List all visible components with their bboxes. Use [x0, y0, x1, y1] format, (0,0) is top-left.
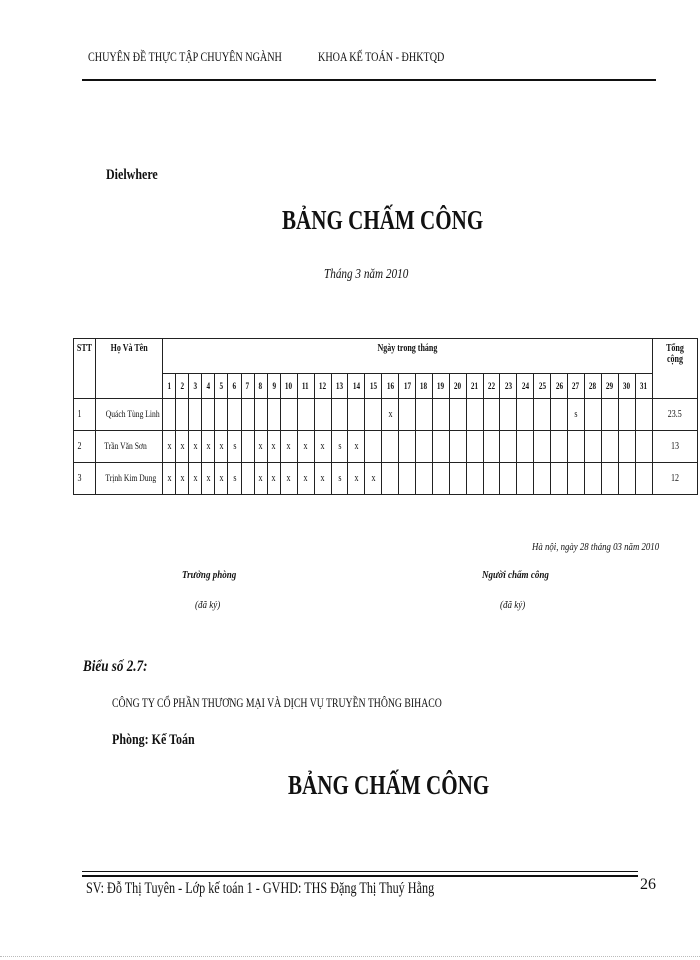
attendance-mark: [189, 463, 202, 495]
attendance-mark: [267, 399, 280, 431]
attendance-mark: [228, 399, 241, 431]
header-name-text: Họ Và Tên: [110, 343, 148, 354]
day-number-text: 25: [538, 381, 546, 391]
employee-stt-text: 1: [77, 409, 82, 420]
attendance-mark: [228, 463, 241, 495]
attendance-mark-text: s: [574, 409, 578, 420]
employee-name: [96, 399, 163, 431]
attendance-mark-text: x: [388, 409, 393, 420]
employee-total: [652, 463, 697, 495]
attendance-mark: [449, 431, 466, 463]
attendance-mark: [466, 431, 483, 463]
page-number: 26: [640, 876, 656, 893]
attendance-mark: [382, 399, 399, 431]
attendance-mark: [163, 463, 176, 495]
attendance-mark: [567, 399, 584, 431]
attendance-mark-text: x: [271, 441, 276, 452]
day-number: [202, 374, 215, 399]
attendance-mark-text: x: [167, 473, 172, 484]
attendance-mark-text: s: [337, 473, 342, 484]
attendance-mark: [618, 431, 635, 463]
day-number: [297, 374, 314, 399]
second-title: BẢNG CHẤM CÔNG: [288, 770, 490, 800]
header-name: [96, 339, 163, 399]
day-number: [618, 374, 635, 399]
day-number-text: 13: [335, 381, 344, 391]
attendance-mark-text: x: [219, 473, 224, 484]
day-number: [280, 374, 297, 399]
attendance-mark: [466, 463, 483, 495]
company-name: Dielwhere: [106, 167, 158, 183]
day-number-text: 5: [219, 381, 224, 391]
employee-name-text: Quách Tùng Linh: [105, 409, 160, 420]
day-number: [500, 374, 517, 399]
head-of-department-signed-note: (đã ký): [195, 599, 221, 611]
attendance-mark: [618, 463, 635, 495]
attendance-mark: [241, 463, 254, 495]
day-number-text: 31: [640, 381, 648, 391]
attendance-mark: [483, 399, 500, 431]
employee-name-text: Trần Văn Sơn: [104, 441, 147, 452]
form-label: Biểu số 2.7:: [83, 658, 148, 675]
attendance-mark-text: x: [258, 441, 263, 452]
attendance-mark: [331, 399, 348, 431]
attendance-mark: [280, 399, 297, 431]
attendance-mark: [601, 463, 618, 495]
employee-stt: [74, 399, 96, 431]
attendance-mark: [254, 463, 267, 495]
day-number: [228, 374, 241, 399]
employee-total-text: 23.5: [667, 409, 682, 420]
footer-divider-thin: [82, 871, 638, 872]
day-number-text: 15: [369, 381, 377, 391]
day-number-text: 3: [193, 381, 198, 391]
attendance-mark: [449, 463, 466, 495]
attendance-mark: [517, 399, 534, 431]
attendance-mark-text: x: [258, 473, 263, 484]
attendance-mark: [348, 431, 365, 463]
attendance-mark: [348, 463, 365, 495]
attendance-mark: [215, 431, 228, 463]
attendance-mark: [331, 431, 348, 463]
day-number: [365, 374, 382, 399]
attendance-mark: [483, 463, 500, 495]
attendance-table: [73, 338, 698, 495]
day-number: [314, 374, 331, 399]
attendance-mark: [267, 463, 280, 495]
day-number-text: 4: [206, 381, 211, 391]
day-number: [163, 374, 176, 399]
attendance-mark: [567, 463, 584, 495]
attendance-mark-text: x: [303, 473, 308, 484]
header-divider: [82, 79, 656, 81]
attendance-mark-text: x: [167, 441, 172, 452]
attendance-mark-text: x: [219, 441, 224, 452]
attendance-mark: [241, 431, 254, 463]
day-number-text: 23: [504, 381, 512, 391]
day-number: [584, 374, 601, 399]
attendance-mark: [399, 399, 416, 431]
employee-stt-text: 2: [77, 441, 82, 452]
attendance-mark: [314, 399, 331, 431]
attendance-mark: [500, 431, 517, 463]
day-number-text: 29: [606, 381, 614, 391]
timekeeper-title: Người chấm công: [482, 569, 549, 581]
attendance-mark-text: x: [271, 473, 276, 484]
attendance-mark: [601, 431, 618, 463]
day-number-text: 21: [470, 381, 479, 391]
attendance-mark-text: x: [193, 441, 198, 452]
attendance-mark-text: x: [180, 441, 185, 452]
attendance-mark: [382, 463, 399, 495]
attendance-mark: [415, 399, 432, 431]
attendance-mark: [202, 463, 215, 495]
attendance-mark: [254, 399, 267, 431]
day-number: [635, 374, 652, 399]
page-bottom-dotted-line: [0, 956, 700, 957]
day-number: [215, 374, 228, 399]
day-number-text: 8: [258, 381, 263, 391]
day-number-text: 20: [454, 381, 462, 391]
attendance-mark: [534, 431, 551, 463]
day-number: [449, 374, 466, 399]
header-stt: [74, 339, 96, 399]
attendance-mark: [365, 431, 382, 463]
attendance-mark: [551, 399, 568, 431]
day-number-text: 12: [318, 381, 327, 391]
attendance-mark-text: x: [180, 473, 185, 484]
attendance-mark: [399, 463, 416, 495]
employee-stt: [74, 463, 96, 495]
timekeeper-signed-note: (đã ký): [500, 599, 526, 611]
table-row: [74, 431, 698, 463]
month-subtitle: Tháng 3 năm 2010: [324, 267, 409, 282]
day-number: [382, 374, 399, 399]
day-number: [601, 374, 618, 399]
page-title: BẢNG CHẤM CÔNG: [282, 205, 484, 235]
day-number: [483, 374, 500, 399]
attendance-mark: [202, 431, 215, 463]
attendance-mark-text: x: [354, 473, 359, 484]
attendance-mark: [466, 399, 483, 431]
attendance-mark: [348, 399, 365, 431]
day-number: [432, 374, 449, 399]
header-left-text: CHUYÊN ĐỀ THỰC TẬP CHUYÊN NGÀNH: [88, 49, 282, 64]
attendance-mark: [432, 399, 449, 431]
attendance-mark: [534, 399, 551, 431]
attendance-mark: [382, 431, 399, 463]
company-full-name: CÔNG TY CỔ PHẦN THƯƠNG MẠI VÀ DỊCH VỤ TRUYỀN THÔNG BIHACO: [112, 696, 442, 710]
attendance-mark: [176, 399, 189, 431]
attendance-mark: [584, 431, 601, 463]
attendance-mark-text: x: [206, 473, 211, 484]
attendance-mark-text: x: [320, 441, 325, 452]
day-number-text: 26: [555, 381, 563, 391]
day-number-text: 10: [285, 381, 293, 391]
day-number-text: 24: [521, 381, 529, 391]
employee-total-text: 13: [670, 441, 679, 452]
attendance-mark: [483, 431, 500, 463]
day-number-text: 17: [403, 381, 411, 391]
table-row: [74, 463, 698, 495]
day-number-text: 6: [232, 381, 237, 391]
attendance-mark: [280, 431, 297, 463]
footer-divider-thick: [82, 875, 638, 877]
attendance-mark: [584, 399, 601, 431]
day-number: [254, 374, 267, 399]
attendance-mark: [449, 399, 466, 431]
attendance-mark-text: x: [371, 473, 376, 484]
attendance-mark-text: x: [206, 441, 211, 452]
attendance-mark-text: x: [286, 441, 291, 452]
attendance-mark: [432, 463, 449, 495]
day-number-text: 7: [245, 381, 250, 391]
employee-stt: [74, 431, 96, 463]
attendance-mark: [551, 463, 568, 495]
employee-name: [96, 431, 163, 463]
day-number: [551, 374, 568, 399]
header-days-group-text: Ngày trong tháng: [377, 343, 438, 354]
attendance-mark: [228, 431, 241, 463]
attendance-mark: [189, 399, 202, 431]
attendance-mark: [567, 431, 584, 463]
attendance-mark: [189, 431, 202, 463]
day-number: [189, 374, 202, 399]
attendance-mark: [241, 399, 254, 431]
attendance-mark-text: x: [286, 473, 291, 484]
attendance-mark: [618, 399, 635, 431]
employee-name: [96, 463, 163, 495]
attendance-mark: [500, 399, 517, 431]
attendance-mark: [432, 431, 449, 463]
attendance-mark: [331, 463, 348, 495]
employee-stt-text: 3: [77, 473, 82, 484]
attendance-mark: [215, 399, 228, 431]
attendance-mark: [267, 431, 280, 463]
day-number: [415, 374, 432, 399]
day-number: [267, 374, 280, 399]
day-number: [176, 374, 189, 399]
attendance-mark: [365, 463, 382, 495]
day-number-text: 22: [487, 381, 496, 391]
day-number: [517, 374, 534, 399]
day-number-text: 27: [572, 381, 580, 391]
attendance-mark: [500, 463, 517, 495]
attendance-mark: [280, 463, 297, 495]
employee-total: [652, 399, 697, 431]
day-number: [399, 374, 416, 399]
attendance-mark: [202, 399, 215, 431]
attendance-mark-text: s: [337, 441, 342, 452]
day-number-text: 30: [622, 381, 631, 391]
attendance-mark-text: x: [193, 473, 198, 484]
day-number-text: 19: [437, 381, 445, 391]
attendance-mark: [314, 431, 331, 463]
attendance-mark: [314, 463, 331, 495]
footer-text: SV: Đỗ Thị Tuyên - Lớp kế toán 1 - GVHD: THS Đặng Thị Thuý Hằng: [86, 880, 435, 897]
header-total: [652, 339, 697, 399]
day-number-text: 11: [302, 381, 310, 391]
attendance-mark: [176, 431, 189, 463]
attendance-mark-text: s: [232, 441, 237, 452]
day-number-text: 9: [271, 381, 276, 391]
attendance-mark: [517, 431, 534, 463]
attendance-mark-text: x: [354, 441, 359, 452]
attendance-mark: [215, 463, 228, 495]
department-label: Phòng: Kế Toán: [112, 732, 195, 748]
attendance-mark: [635, 463, 652, 495]
day-number: [534, 374, 551, 399]
day-number: [348, 374, 365, 399]
attendance-mark: [517, 463, 534, 495]
attendance-mark: [415, 431, 432, 463]
attendance-mark: [297, 463, 314, 495]
header-stt-text: STT: [76, 343, 93, 354]
attendance-mark: [551, 431, 568, 463]
table-header-row: [74, 339, 698, 374]
attendance-mark: [635, 431, 652, 463]
header-days-group: [163, 339, 653, 374]
employee-total: [652, 431, 697, 463]
day-number-text: 2: [180, 381, 184, 391]
attendance-mark: [584, 463, 601, 495]
table-row: [74, 399, 698, 431]
date-place: Hà nội, ngày 28 tháng 03 năm 2010: [532, 541, 660, 553]
attendance-mark: [399, 431, 416, 463]
attendance-mark: [163, 431, 176, 463]
day-number-text: 18: [420, 381, 428, 391]
head-of-department-title: Trưởng phòng: [182, 569, 237, 581]
attendance-mark: [297, 399, 314, 431]
day-number-text: 16: [386, 381, 394, 391]
day-number-text: 14: [352, 381, 360, 391]
header-right-text: KHOA KẾ TOÁN - ĐHKTQD: [318, 49, 445, 64]
day-number-text: 28: [589, 381, 597, 391]
attendance-mark: [635, 399, 652, 431]
header-total-text: Tổng cộng: [665, 343, 684, 365]
attendance-mark: [365, 399, 382, 431]
day-number: [241, 374, 254, 399]
day-number: [331, 374, 348, 399]
attendance-mark-text: x: [303, 441, 308, 452]
attendance-mark: [176, 463, 189, 495]
day-number: [466, 374, 483, 399]
employee-total-text: 12: [670, 473, 679, 484]
day-number: [567, 374, 584, 399]
employee-name-text: Trịnh Kim Dung: [105, 473, 157, 484]
attendance-mark: [415, 463, 432, 495]
table-day-numbers-row: [74, 374, 698, 399]
attendance-mark-text: s: [232, 473, 237, 484]
day-number-text: 1: [167, 381, 171, 391]
attendance-mark: [534, 463, 551, 495]
attendance-mark: [297, 431, 314, 463]
attendance-mark: [163, 399, 176, 431]
attendance-mark-text: x: [320, 473, 325, 484]
attendance-mark: [254, 431, 267, 463]
attendance-mark: [601, 399, 618, 431]
